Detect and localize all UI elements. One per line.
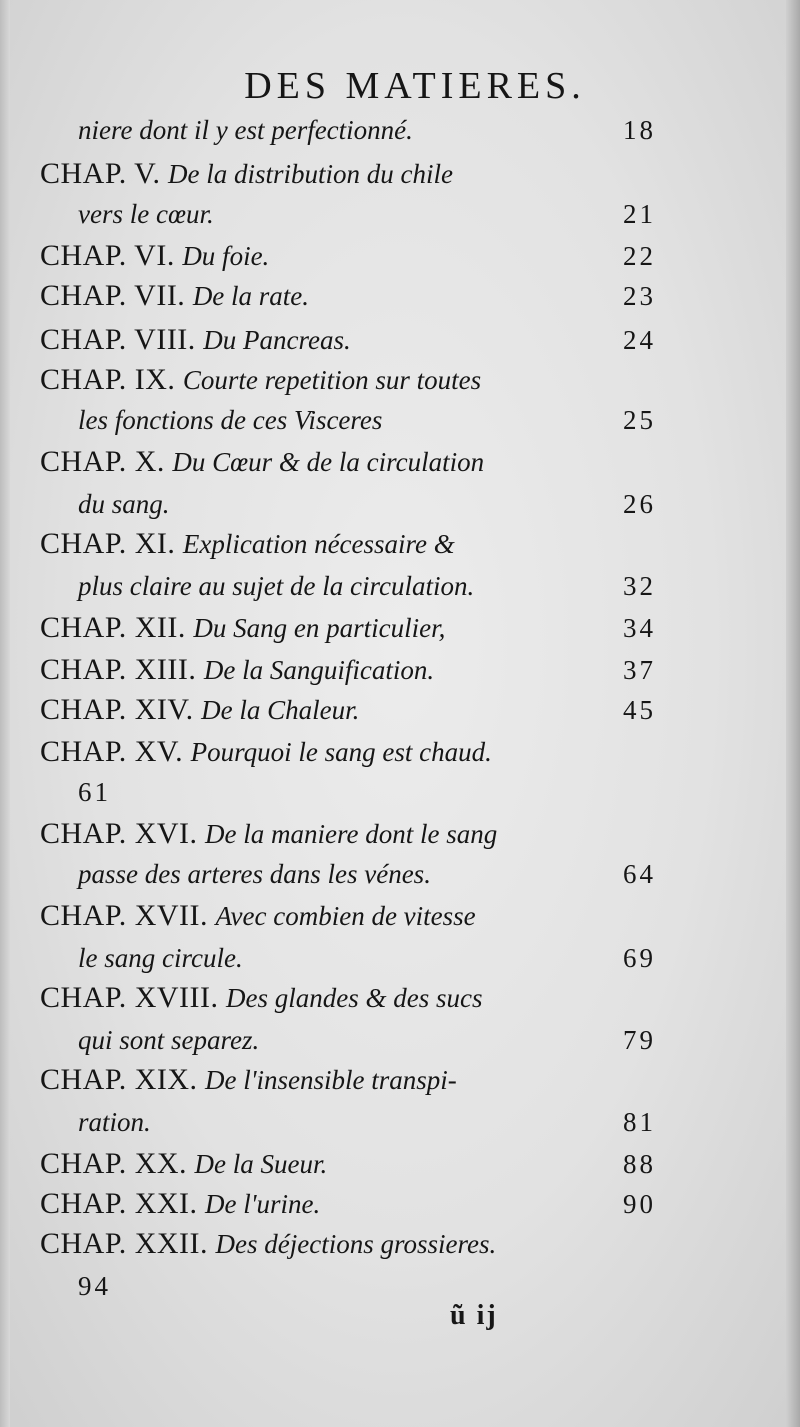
toc-entry — [40, 730, 656, 774]
toc-entry — [40, 976, 656, 1020]
page-number: 18 — [623, 115, 656, 145]
toc-entry — [40, 1222, 656, 1266]
chapter-label: CHAP. XIX. — [40, 1063, 198, 1096]
chapter-title: les fonctions de ces Visceres — [78, 405, 383, 435]
chapter-label: CHAP. XVIII. — [40, 981, 219, 1014]
page-number: 26 — [623, 489, 656, 519]
chapter-title: De la distribution du chile — [167, 159, 453, 189]
toc-entry — [40, 812, 656, 856]
chapter-label: CHAP. XVII. — [40, 899, 209, 932]
toc-entry — [40, 606, 656, 650]
toc-continuation-line — [78, 852, 656, 896]
page-number: 32 — [623, 571, 656, 601]
page-number: 79 — [623, 1025, 656, 1055]
page-number: 64 — [623, 859, 656, 889]
toc-continuation-line — [78, 1264, 656, 1308]
chapter-title: Du foie. — [182, 241, 270, 271]
toc-continuation-line — [78, 1018, 656, 1062]
signature-mark: ũ ij — [450, 1300, 498, 1331]
toc-continuation-line — [78, 1100, 656, 1144]
chapter-label: CHAP. VI. — [40, 239, 175, 272]
chapter-title: du sang. — [78, 489, 170, 519]
toc-entry — [40, 522, 656, 566]
chapter-title: plus claire au sujet de la circulation. — [78, 571, 475, 601]
toc-entry — [40, 234, 656, 278]
toc-continuation-line — [78, 936, 656, 980]
chapter-label: CHAP. X. — [40, 445, 165, 478]
page-right-edge — [786, 0, 800, 1427]
chapter-title: Explication nécessaire & — [182, 529, 455, 559]
page-number: 61 — [78, 777, 111, 807]
chapter-title: vers le cœur. — [78, 199, 214, 229]
chapter-label: CHAP. V. — [40, 157, 161, 190]
toc-entry — [40, 1058, 656, 1102]
running-title: DES MATIERES. — [244, 65, 586, 107]
chapter-label: CHAP. XX. — [40, 1147, 188, 1180]
chapter-title: Du Cœur & de la circulation — [172, 447, 485, 477]
page-number: 34 — [623, 613, 656, 643]
toc-continuation-line — [78, 192, 656, 236]
page-number: 37 — [623, 655, 656, 685]
toc-entry — [40, 274, 656, 318]
toc-entry — [40, 1142, 656, 1186]
toc-continuation-line — [78, 398, 656, 442]
chapter-title: niere dont il y est perfectionné. — [78, 115, 413, 145]
toc-entry — [40, 152, 656, 196]
chapter-title: De l'insensible transpi- — [205, 1065, 457, 1095]
chapter-label: CHAP. XVI. — [40, 817, 198, 850]
chapter-title: qui sont separez. — [78, 1025, 260, 1055]
page-number: 45 — [623, 695, 656, 725]
chapter-title: passe des arteres dans les vénes. — [78, 859, 431, 889]
toc-entry — [40, 688, 656, 732]
chapter-title: le sang circule. — [78, 943, 243, 973]
toc-entry — [40, 318, 656, 362]
chapter-title: Courte repetition sur toutes — [182, 365, 482, 395]
toc-entry — [40, 358, 656, 402]
page-number: 81 — [623, 1107, 656, 1137]
chapter-title: De l'urine. — [205, 1189, 321, 1219]
toc-continuation-line — [78, 108, 656, 152]
toc-entry — [40, 648, 656, 692]
chapter-label: CHAP. XIII. — [40, 653, 197, 686]
chapter-label: CHAP. XXII. — [40, 1227, 209, 1260]
chapter-title: De la Sueur. — [194, 1149, 328, 1179]
chapter-title: De la rate. — [192, 281, 310, 311]
chapter-title: De la Chaleur. — [201, 695, 360, 725]
chapter-title: Avec combien de vitesse — [215, 901, 476, 931]
chapter-label: CHAP. XI. — [40, 527, 176, 560]
page-number: 25 — [623, 405, 656, 435]
toc-continuation-line — [78, 482, 656, 526]
chapter-label: CHAP. VII. — [40, 279, 186, 312]
page-left-edge — [0, 0, 10, 1427]
chapter-title: Du Sang en particulier, — [193, 613, 446, 643]
page-number: 88 — [623, 1149, 656, 1179]
page-number: 21 — [623, 199, 656, 229]
page-number: 90 — [623, 1189, 656, 1219]
chapter-title: De la Sanguification. — [203, 655, 435, 685]
toc-continuation-line — [78, 564, 656, 608]
page-number: 23 — [623, 281, 656, 311]
chapter-label: CHAP. IX. — [40, 363, 176, 396]
chapter-title: Des déjections grossieres. — [215, 1229, 497, 1259]
chapter-label: CHAP. XV. — [40, 735, 184, 768]
chapter-title: Des glandes & des sucs — [226, 983, 483, 1013]
chapter-label: CHAP. VIII. — [40, 323, 196, 356]
chapter-title: Du Pancreas. — [203, 325, 351, 355]
toc-entry — [40, 1182, 656, 1226]
toc-entry — [40, 894, 656, 938]
chapter-title: De la maniere dont le sang — [205, 819, 498, 849]
chapter-label: CHAP. XXI. — [40, 1187, 198, 1220]
toc-entry — [40, 440, 656, 484]
toc-continuation-line — [78, 770, 656, 814]
page-number: 69 — [623, 943, 656, 973]
chapter-label: CHAP. XII. — [40, 611, 186, 644]
page-number: 94 — [78, 1271, 111, 1301]
page-number: 22 — [623, 241, 656, 271]
chapter-label: CHAP. XIV. — [40, 693, 194, 726]
chapter-title: Pourquoi le sang est chaud. — [190, 737, 492, 767]
page-number: 24 — [623, 325, 656, 355]
chapter-title: ration. — [78, 1107, 151, 1137]
